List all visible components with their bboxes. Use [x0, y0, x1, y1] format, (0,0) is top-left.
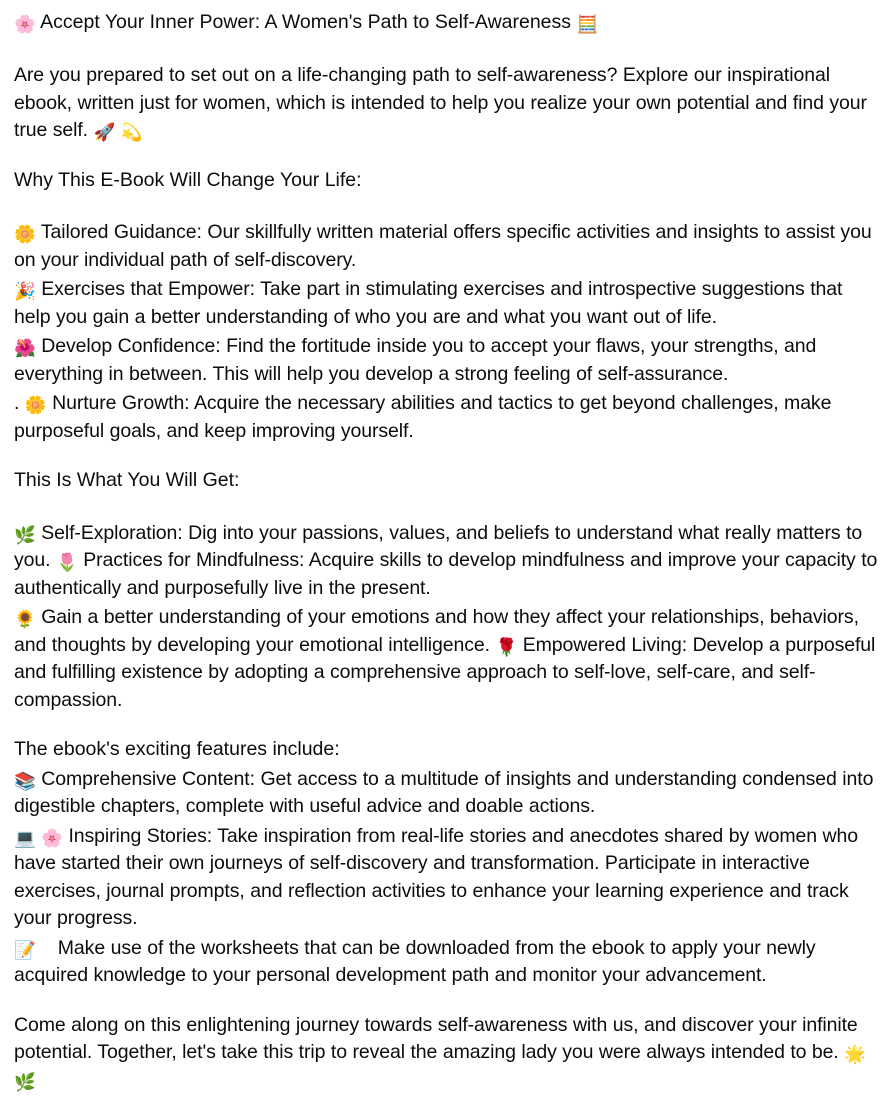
list-item	[14, 276, 881, 331]
tulip-icon: 🌷	[56, 553, 78, 573]
paragraph-text: Gain a better understanding of your emotions and how they affect your relationships, behaviors, and thoughts by developing your emotional intelligence.	[14, 606, 859, 656]
rocket-icon: 🚀	[93, 123, 116, 143]
paragraph-text: Empowered Living: Develop a purposeful and fulfilling existence by adopting a comprehensive approach to self-love, self-care, and self-compassion.	[14, 633, 876, 711]
list-item-text: Exercises that Empower: Take part in stimulating exercises and introspective suggestions that help you gain a better understanding of who you are and what you want out of life.	[14, 278, 843, 328]
books-icon: 📚	[14, 771, 36, 792]
list-item-text: Make use of the worksheets that can be downloaded from the ebook to apply your newly acquired knowledge to your personal development path and monitor your advancement.	[14, 936, 816, 986]
list-item-text: Inspiring Stories: Take inspiration from real-life stories and anecdotes shared by women who have started their own journeys of self-discovery and transformation. Participate in interactive exercises, journal prompts, and reflection activities to enhance your learning experience and track your progress.	[14, 824, 858, 929]
list-item-prefix: .	[14, 392, 20, 414]
page-title-text: Accept Your Inner Power: A Women's Path to Self-Awareness	[40, 11, 572, 33]
glowing-star-icon: 🌟	[844, 1045, 866, 1065]
intro-paragraph	[14, 62, 881, 145]
list-item	[14, 219, 881, 274]
list-item-text: Nurture Growth: Acquire the necessary abilities and tactics to get beyond challenges, make purposeful goals, and keep improving yourself.	[14, 392, 832, 442]
section-one-list	[14, 219, 881, 445]
laptop-icon: 💻	[14, 828, 36, 849]
blossom-icon: 🌼	[24, 396, 47, 416]
herb-icon: 🌿	[14, 525, 36, 546]
party-popper-icon: 🎉	[14, 282, 36, 302]
list-item	[14, 766, 881, 821]
paragraph-text: Self-Exploration: Dig into your passions, values, and beliefs to understand what really matters to you.	[14, 521, 863, 571]
intro-text: Are you prepared to set out on a life-changing path to self-awareness? Explore our inspirational ebook, written just for women, which is intended to help you realize your own potential and find your true self.	[14, 64, 867, 141]
list-item	[14, 333, 881, 388]
closing-paragraph	[14, 1012, 881, 1095]
section-one-heading: Why This E-Book Will Change Your Life:	[14, 168, 362, 191]
list-item-text: Tailored Guidance: Our skillfully written material offers specific activities and insights to assist you on your individual path of self-discovery.	[14, 221, 872, 271]
abacus-icon: 🧮	[576, 15, 599, 35]
rose-icon: 🌹	[495, 637, 518, 658]
list-item	[14, 390, 881, 445]
memo-icon: 📝	[14, 940, 36, 961]
cherry-blossom-icon: 🌸	[41, 828, 63, 849]
list-item	[14, 823, 881, 933]
section-three-list	[14, 766, 881, 990]
list-item-text: Develop Confidence: Find the fortitude inside you to accept your flaws, your strengths, and everything in between. This will help you develop a strong feeling of self-assurance.	[14, 335, 817, 385]
paragraph	[14, 604, 881, 714]
list-item	[14, 935, 881, 990]
hibiscus-icon: 🌺	[14, 339, 36, 359]
paragraph	[14, 520, 881, 603]
section-two-body	[14, 520, 881, 715]
blossom-icon: 🌼	[14, 225, 36, 245]
cherry-blossom-icon: 🌸	[14, 15, 36, 35]
paragraph-text: Practices for Mindfulness: Acquire skills to develop mindfulness and improve your capacity to authentically and purposefully live in the present.	[14, 549, 878, 599]
list-item-text: Comprehensive Content: Get access to a multitude of insights and understanding condensed into digestible chapters, complete with useful advice and doable actions.	[14, 767, 874, 817]
sunflower-icon: 🌻	[14, 610, 36, 630]
herb-icon: 🌿	[14, 1072, 36, 1093]
section-two-heading: This Is What You Will Get:	[14, 469, 240, 491]
dizzy-icon: 💫	[120, 123, 143, 143]
section-three-heading: The ebook's exciting features include:	[14, 738, 340, 760]
page-title	[14, 8, 881, 36]
closing-text: Come along on this enlightening journey towards self-awareness with us, and discover your infinite potential. Together, let's take this trip to reveal the amazing lady you were always intended to be.	[14, 1013, 858, 1063]
